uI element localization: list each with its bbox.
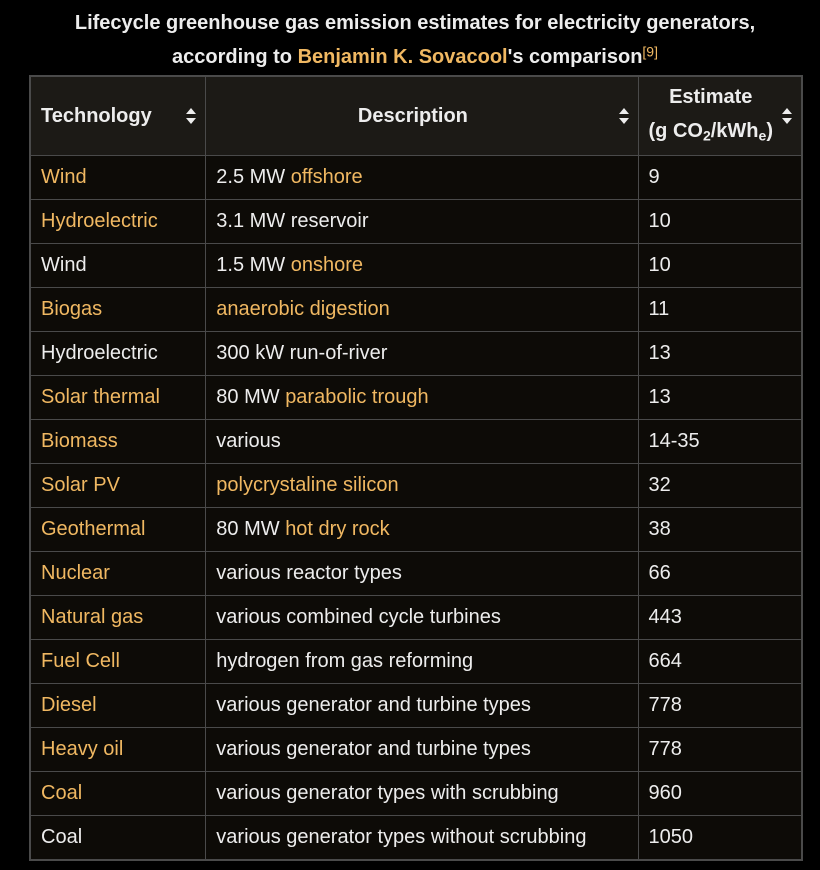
table-row [30, 420, 802, 464]
table-row [30, 200, 802, 244]
technology-text: Coal [41, 826, 83, 848]
column-header-description[interactable] [206, 76, 638, 156]
technology-link[interactable]: Nuclear [41, 562, 110, 584]
description-cell [206, 200, 638, 244]
description-cell [206, 332, 638, 376]
sort-icon[interactable] [618, 107, 630, 125]
estimate-cell: 443 [638, 596, 802, 640]
description-text: various generator and turbine types [216, 694, 531, 716]
description-cell[interactable] [206, 464, 638, 508]
technology-cell[interactable] [30, 376, 206, 420]
estimate-cell: 778 [638, 684, 802, 728]
description-link[interactable]: parabolic trough [285, 386, 429, 408]
emissions-table [29, 75, 803, 861]
description-cell[interactable] [206, 508, 638, 552]
reference-link[interactable]: [9] [642, 43, 658, 60]
description-cell [206, 684, 638, 728]
table-row [30, 156, 802, 200]
table-caption [0, 6, 820, 74]
description-cell [206, 552, 638, 596]
technology-text: Hydroelectric [41, 342, 158, 364]
description-text: various generator types without scrubbing [216, 826, 587, 848]
description-link[interactable]: polycrystaline silicon [216, 474, 399, 496]
technology-link[interactable]: Biomass [41, 430, 118, 452]
description-text: various generator and turbine types [216, 738, 531, 760]
description-cell [206, 596, 638, 640]
description-text: 3.1 MW reservoir [216, 210, 369, 232]
technology-link[interactable]: Solar thermal [41, 386, 160, 408]
table-body [30, 156, 802, 861]
table-row [30, 772, 802, 816]
description-text: various reactor types [216, 562, 402, 584]
table-row [30, 816, 802, 861]
technology-link[interactable]: Geothermal [41, 518, 146, 540]
description-link[interactable]: offshore [290, 166, 363, 188]
table-row [30, 552, 802, 596]
estimate-cell: 1050 [638, 816, 802, 861]
table-row [30, 376, 802, 420]
header-row [30, 76, 802, 156]
technology-link[interactable]: Biogas [41, 298, 103, 320]
estimate-cell: 38 [638, 508, 802, 552]
sort-icon[interactable] [185, 107, 197, 125]
technology-link[interactable]: Heavy oil [41, 738, 124, 760]
technology-link[interactable]: Wind [41, 166, 87, 188]
description-text: various generator types with scrubbing [216, 782, 559, 804]
technology-cell [30, 244, 206, 288]
estimate-cell: 778 [638, 728, 802, 772]
description-cell[interactable] [206, 376, 638, 420]
technology-cell [30, 332, 206, 376]
technology-cell [30, 816, 206, 861]
table-row [30, 288, 802, 332]
technology-cell[interactable] [30, 288, 206, 332]
technology-cell[interactable] [30, 508, 206, 552]
technology-cell[interactable] [30, 156, 206, 200]
description-text: 1.5 MW [216, 254, 291, 276]
description-text: 300 kW run-of-river [216, 342, 388, 364]
caption-suffix: 's comparison [507, 46, 643, 68]
technology-cell[interactable] [30, 728, 206, 772]
technology-text: Wind [41, 254, 87, 276]
description-cell [206, 420, 638, 464]
table-row [30, 508, 802, 552]
technology-cell[interactable] [30, 552, 206, 596]
table-row [30, 244, 802, 288]
description-cell [206, 772, 638, 816]
description-text: 2.5 MW [216, 166, 291, 188]
table-row [30, 728, 802, 772]
estimate-cell: 11 [638, 288, 802, 332]
estimate-cell: 664 [638, 640, 802, 684]
table-row [30, 332, 802, 376]
estimate-cell: 13 [638, 332, 802, 376]
description-cell [206, 816, 638, 861]
table-row [30, 596, 802, 640]
description-text: 80 MW [216, 386, 286, 408]
column-header-technology[interactable] [30, 76, 206, 156]
table-row [30, 640, 802, 684]
technology-cell[interactable] [30, 772, 206, 816]
table-row [30, 684, 802, 728]
estimate-cell: 10 [638, 244, 802, 288]
technology-cell[interactable] [30, 640, 206, 684]
author-link[interactable]: Benjamin K. Sovacool [297, 46, 508, 68]
technology-cell[interactable] [30, 684, 206, 728]
column-header-estimate-label: Estimate [669, 85, 753, 108]
description-cell[interactable] [206, 288, 638, 332]
estimate-cell: 32 [638, 464, 802, 508]
description-link[interactable]: onshore [290, 254, 364, 276]
column-header-technology-label: Technology [41, 104, 152, 127]
description-link[interactable]: hot dry rock [285, 518, 390, 540]
technology-link[interactable]: Fuel Cell [41, 650, 120, 672]
table-row [30, 464, 802, 508]
description-text: various combined cycle turbines [216, 606, 501, 628]
description-text: hydrogen from gas reforming [216, 650, 474, 672]
description-cell[interactable] [206, 244, 638, 288]
technology-cell[interactable] [30, 420, 206, 464]
technology-link[interactable]: Solar PV [41, 474, 120, 496]
technology-link[interactable]: Hydroelectric [41, 210, 158, 232]
description-cell [206, 640, 638, 684]
column-header-estimate-unit: (g $CO_2/kWh_e$) [648, 119, 773, 144]
technology-link[interactable]: Coal [41, 782, 83, 804]
technology-cell[interactable] [30, 596, 206, 640]
estimate-cell: 66 [638, 552, 802, 596]
estimate-cell: 960 [638, 772, 802, 816]
description-link[interactable]: anaerobic digestion [216, 298, 390, 320]
estimate-cell: 9 [638, 156, 802, 200]
column-header-estimate[interactable] [638, 76, 802, 156]
sort-icon[interactable] [781, 107, 793, 125]
technology-link[interactable]: Natural gas [41, 606, 144, 628]
technology-cell[interactable] [30, 200, 206, 244]
caption-line-2 [0, 40, 820, 74]
estimate-cell: 13 [638, 376, 802, 420]
caption-prefix: according to [171, 46, 298, 68]
technology-cell[interactable] [30, 464, 206, 508]
estimate-cell: 10 [638, 200, 802, 244]
caption-line-1: Lifecycle greenhouse gas emission estimates for electricity generators, [74, 12, 756, 34]
technology-link[interactable]: Diesel [41, 694, 97, 716]
column-header-description-label: Description [357, 104, 468, 127]
description-text: 80 MW [216, 518, 286, 540]
description-cell[interactable] [206, 156, 638, 200]
estimate-cell: 14-35 [638, 420, 802, 464]
description-cell [206, 728, 638, 772]
description-text: various [216, 430, 281, 452]
